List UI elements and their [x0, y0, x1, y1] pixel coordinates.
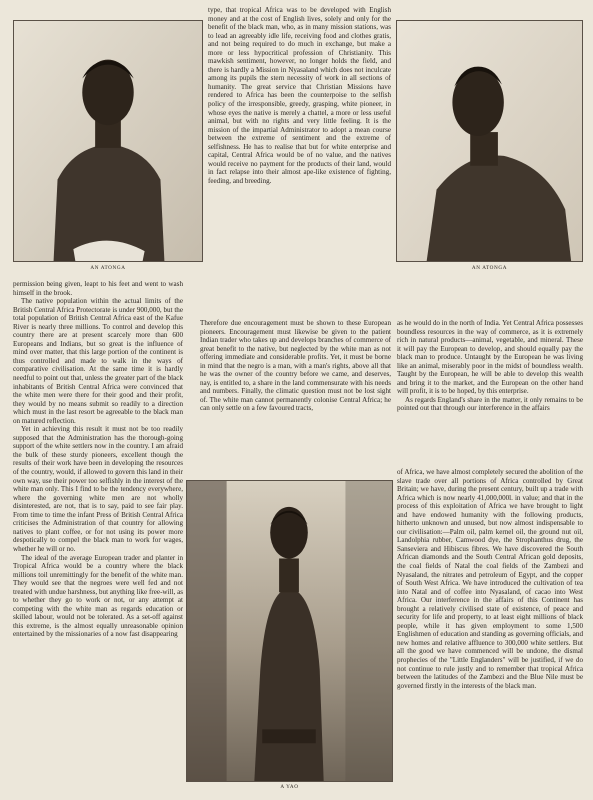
- paragraph: permission being given, leapt to his feet and went to wash himself in the brook.: [13, 280, 183, 297]
- left-column-text: [13, 280, 183, 798]
- left-portrait-caption: AN ATONGA: [90, 265, 126, 271]
- paragraph: The native population within the actual limits of the British Central Africa Protectorate is under 900,000, but the total population of British Central Africa east of the Kafue River is nearly three millions. To control and develop this country there are at present scarcely more than 600 Europeans and Indians, but so great is the influence of mind over matter, that this large portion of the continent is thus controlled and made to walk in the ways of comparative civilisation. At the same time it is hardly needful to point out that, unless the greater part of the black inhabitants of British Central Africa were convinced that the white men were there for their good and their profit, they would by no means submit so readily to a direction which must in the last resort be agreeable to the black man on matured reflection.: [13, 297, 183, 425]
- left-portrait-photo: [13, 20, 203, 262]
- paragraph: as he would do in the north of India. Yet Central Africa possesses boundless resources in the way of commerce, as it is extremely rich in natural products—animal, vegetable, and mineral. These it will pay the European to develop, and should equally pay the black man to produce. Untaught by the European he was living like an animal, miserably poor in the midst of boundless wealth. Taught by the European, he will be able to develop this wealth and bring it to the market, and the European on the other hand will profit, it is to be hoped, by this enterprise.: [397, 319, 583, 396]
- paragraph: of Africa, we have almost completely secured the abolition of the slave trade over all portions of Africa controlled by Great Britain; we have, during the present century, built up a trade with Africa which is now nearly 41,000,000l. in value; and that in the process of this exploitation of Africa we have brought to light and have endowed humanity with the following products, hitherto unknown and unused, but now almost indispensable to our civilisation:—Palm oil, palm kernel oil, the ground nut oil, Landolphia rubber, Camwood dye, the Strophanthus drug, the Sanseviera and Hibiscus fibres. We have discovered the South African diamonds and the South Central African gold deposits, the coal fields of Natal the coal fields of the Zambezi and Nyasaland, the nitrates and petroleum of Egypt, and the copper of South West Africa. We have introduced the cultivation of tea into Natal and of coffee into Nyasaland, of cacao into West Africa. Our interference in the affairs of this Continent has brought a relatively civilised state of existence, of peace and security for life and property, to at least eight millions of black people, while it has given employment to some 1,500 Englishmen of education and standing as governing officials, and new homes and relative affluence to 300,000 white settlers. But all the good we have commenced will be undone, the dismal prophecies of the "Little Englanders" will be justified, if we do not continue to rule justly and to remember that tropical Africa between the latitudes of the Zambezi and the Blue Nile must be governed firstly in the interests of the black man.: [397, 468, 583, 690]
- paragraph: As regards England's share in the matter, it only remains to be pointed out that through our interference in the affairs: [397, 395, 583, 413]
- right-portrait-caption: AN ATONGA: [471, 265, 508, 271]
- right-column-text: [397, 468, 583, 798]
- left-portrait-svg: [14, 21, 202, 261]
- paragraph: Yet in achieving this result it must not be too readily supposed that the Administration has the thorough-going support of the white settlers now in the country. I am afraid the bulk of these sturdy pioneers, excellent though the results of their work have been in developing the resources of the country, would, if allowed to govern this land in their own way, use their power too selfishly in the interest of the white man only. This I find to be the tendency everywhere, where the governing white men are not wholly disinterested, are not, that is to say, paid to see fair play. From time to time the infant Press of British Central Africa criticises the Administration of that country for allowing natives to plant coffee, or for not using its power more despotically to compel the black man to work for wages, whether he will or no.: [13, 425, 183, 553]
- center-column-text: [200, 319, 391, 475]
- center-portrait-svg: [187, 481, 392, 781]
- center-portrait-caption: A YAO: [280, 784, 299, 790]
- right-portrait-svg: [397, 21, 582, 261]
- paragraph: type, that tropical Africa was to be developed with English money and at the cost of English lives, solely and only for the benefit of the black man, who, as in many mission stations, was to lead an agreeably idle life, receiving food and clothes gratis, and not being required to do much in exchange, but make a more or less hypocritical profession of Christianity. This mawkish sentiment, however, no longer holds the field, and there is hardly a Mission in Nyasaland which does not inculcate among its pupils the stern necessity of work in all sections of humanity. The great service that Christian Missions have rendered to Africa has been the counterpoise to the selfish policy of the irresponsible, greedy, grasping, white pioneer, in whose eyes the native is merely a chattel, a more or less useful animal, but with no rights and very little feeling. It is the mission of the impartial Administrator to adopt a mean course between the extreme of sentiment and the extreme of selfishness. He has to realise that but for white enterprise and capital, Central Africa would be of no value, and the natives would receive no payment for the products of their land, would in fact relapse into their almost ape-like existence of fighting, feeding, and breeding.: [208, 6, 391, 185]
- top-center-text: [208, 6, 391, 316]
- right-top-text: [397, 319, 583, 467]
- center-portrait-photo: [186, 480, 393, 782]
- right-portrait-photo: [396, 20, 583, 262]
- paragraph: The ideal of the average European trader and planter in Tropical Africa would be a country where the black millions toil unremittingly for the benefit of the white man. They would see that the negroes were well fed and not treated with undue harshness, but anything like free-will, as to whether they go to work or not, or any attempt at competing with the white man as regards education or skilled labour, would not be tolerated. As a set-off against this extreme, is the almost equally unreasonable opinion entertained by the missionaries of a now fast disappearing: [13, 553, 183, 639]
- paragraph: Therefore due encouragement must be shown to these European pioneers. Encouragement must likewise be given to the patient Indian trader who takes up and develops branches of commerce of great benefit to the native, but neglected by the white man as not offering immediate and considerable profits. Yet, it must be borne in mind that the negro is a man, with a man's rights, above all that he was the owner of the country before we came, and deserves, nay, is entitled to, a share in the land commensurate with his needs and numbers. Finally, the climatic question must not be lost sight of. The white man cannot permanently colonise Central Africa; he can only settle on a few favoured tracts,: [200, 319, 391, 413]
